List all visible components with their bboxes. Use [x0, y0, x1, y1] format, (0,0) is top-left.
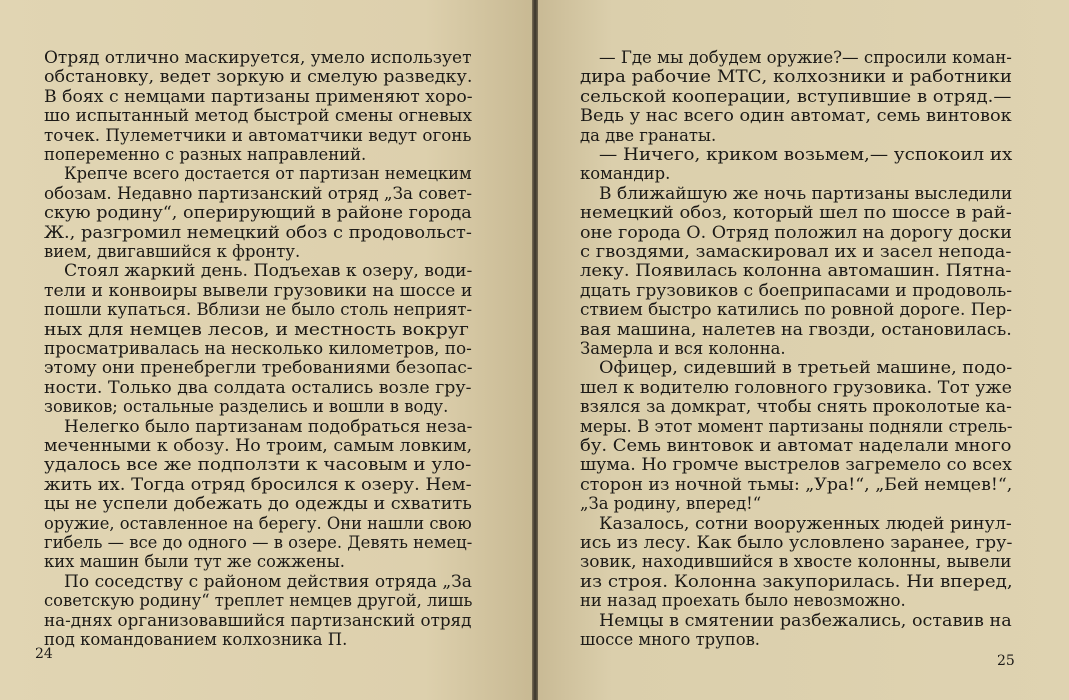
text-line: Офицер, сидевший в третьей машине, подо- — [599, 358, 1013, 378]
text-line: ких машин были тут же сожжены. — [44, 552, 345, 572]
text-line: ности. Только два солдата остались возле гру- — [44, 377, 472, 397]
text-line: шума. Но громче выстрелов загремело со всех — [580, 455, 1012, 475]
text-line: ись из лесу. Как было условлено заранее, гру- — [580, 533, 1013, 552]
text-line: с гвоздями, замаскировал их и засел непода- — [580, 242, 1012, 261]
text-line: оружие, оставленное на берегу. Они нашли свою — [44, 513, 472, 533]
text-line: оне города О. Отряд положил на дорогу доски — [580, 222, 1012, 242]
text-line: под командованием колхозника П. — [44, 630, 348, 649]
text-line: По соседству с районом действия отряда „За — [64, 571, 472, 591]
text-line: да две гранаты. — [580, 125, 717, 145]
text-line: тели и конвоиры вывели грузовики на шоссе и — [44, 280, 473, 300]
text-line: шел к водителю головного грузовика. Тот уже — [580, 377, 1012, 397]
text-line: леку. Появилась колонна автомашин. Пятна- — [580, 261, 1012, 281]
text-line: жить их. Тогда отряд бросился к озеру. Нем- — [44, 474, 472, 494]
text-line: цы не успели добежать до одежды и схватить — [44, 494, 472, 514]
text-line: просматривалась на несколько километров, по- — [44, 339, 472, 358]
text-line: советскую родину“ треплет немцев другой, лишь — [44, 591, 473, 611]
text-line: „За родину, вперед!“ — [580, 494, 762, 514]
text-line: обстановку, ведет зоркую и смелую разведку. — [44, 67, 473, 87]
text-line: шоссе много трупов. — [580, 630, 761, 649]
text-line: Ведь у нас всего один автомат, семь винтовок — [580, 106, 1012, 126]
text-line: вая машина, налетев на гвозди, остановилась. — [580, 319, 1012, 339]
text-line: скую родину“, оперирующий в районе города — [44, 203, 472, 223]
text-line: В боях с немцами партизаны применяют хоро- — [44, 86, 473, 106]
text-line: гибель — все до одного — в озере. Девять немец- — [44, 533, 473, 552]
text-line: вием, двигавшийся к фронту. — [44, 242, 301, 261]
text-line: ных для немцев лесов, и местность вокруг — [44, 319, 469, 339]
text-line: Немцы в смятении разбежались, оставив на — [599, 610, 1012, 630]
text-line: зовиков; остальные разделись и вошли в воду. — [44, 397, 449, 417]
text-line: обозам. Недавно партизанский отряд „За совет- — [44, 183, 473, 203]
text-line: точек. Пулеметчики и автоматчики ведут огонь — [44, 125, 472, 145]
text-line: на-днях организовавшийся партизанский отряд — [44, 610, 472, 630]
text-line: ни назад проехать было невозможно. — [580, 591, 906, 611]
text-line: меры. В этот момент партизаны подняли стрель- — [580, 416, 1013, 436]
text-line: попеременно с разных направлений. — [44, 145, 367, 164]
text-line: Отряд отлично маскируется, умело использует — [44, 48, 472, 67]
text-line: Крепче всего достается от партизан немецким — [64, 164, 472, 184]
text-line: сельской кооперации, вступившие в отряд.— — [580, 86, 1012, 106]
text-line: Казалось, сотни вооруженных людей ринул- — [599, 513, 1012, 533]
text-line: командир. — [580, 164, 671, 184]
text-line: зовик, находившийся в хвосте колонны, вывели — [580, 552, 1012, 572]
text-line: В ближайшую же ночь партизаны выследили — [599, 183, 1013, 203]
text-line: — Ничего, криком возьмем,— успокоил их — [599, 145, 1013, 164]
text-line: ствием быстро катились по ровной дороге. Пер- — [580, 300, 1013, 320]
text-line: Замерла и вся колонна. — [580, 339, 786, 358]
text-line: дцать грузовиков с боеприпасами и продоволь- — [580, 280, 1013, 300]
right-page — [538, 0, 1069, 700]
text-line: взялся за домкрат, чтобы снять проколотые ка- — [580, 397, 1012, 417]
text-line: меченными к обозу. Но троим, самым ловким, — [44, 436, 473, 455]
left-page — [0, 0, 532, 700]
text-line: дира рабочие МТС, колхозники и работники — [580, 67, 1013, 87]
text-line: шо испытанный метод быстрой смены огневых — [44, 106, 473, 126]
right-page-number: 25 — [997, 653, 1015, 669]
text-line: бу. Семь винтовок и автомат наделали много — [580, 436, 1012, 455]
text-line: из строя. Колонна закупорилась. Ни вперед, — [580, 571, 1013, 591]
text-line: немецкий обоз, который шел по шоссе в рай- — [580, 203, 1012, 223]
text-line: пошли купаться. Вблизи не было столь неприят- — [44, 300, 473, 320]
text-line: этому они пренебрегли требованиями безопас- — [44, 358, 473, 378]
text-line: сторон из ночной тьмы: „Ура!“, „Бей немцев!“, — [580, 474, 1013, 494]
left-page-number: 24 — [35, 646, 53, 662]
text-line: — Где мы добудем оружие?— спросили коман- — [599, 48, 1012, 67]
text-line: Стоял жаркий день. Подъехав к озеру, води- — [64, 261, 473, 281]
text-line: удалось все же подползти к часовым и уло- — [44, 455, 472, 475]
text-line: Ж., разгромил немецкий обоз с продовольст- — [44, 222, 472, 242]
text-line: Нелегко было партизанам подобраться неза- — [64, 416, 473, 436]
